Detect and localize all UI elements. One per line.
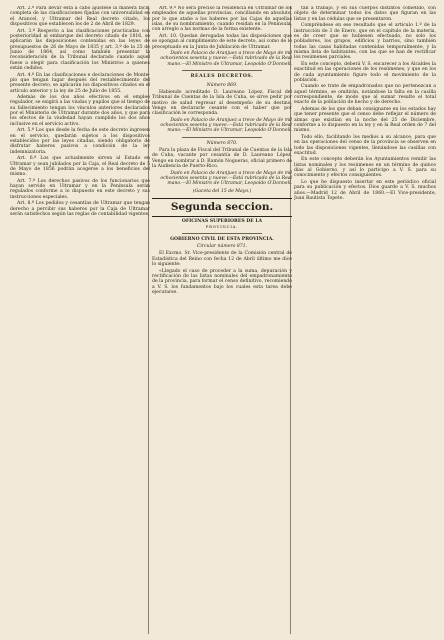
paragraph: Habiendo acreditado D. Laureano López, Fiscal del Tribunal de Cuentas de la Isla de Cuba, se sirve pedir por motivo de salud regresar al desempeño de su destino, Vengo en declararle cesante con el haber que por clasificación le corresponda. [152, 89, 292, 117]
paragraph: «Llegado el caso de proceder a la suma, depuración y rectificación de las listas nominales del empadronamiento de la provincia, para formar el censo definitivo, recomiendo a V. S. los fundamentos bajo los cuales esta tarea debe ejecutarse. [152, 268, 292, 296]
separator [182, 70, 262, 71]
signature-line: Dado en Palacio de Aranjuez a trece de Mayo de mil ochocientos sesenta y nueve.—Está rubricado de la Real mano.—El Ministro de Ultramar, Leopoldo O'Donnell. [160, 117, 292, 134]
paragraph: Art. 2.º Para llevar esta a cabo ajústese la manera fácil, completa de las clasificaciones fijadas con universalidad en el Arancel, y Ultramar del Real decreto citado, los dispositivos que establecen los de 2 de Abril de 1829. [10, 6, 150, 28]
paragraph: Para la plaza de Fiscal del Tribunal de Cuentas de la Isla de Cuba, vacante por cesantía de D. Laureano López, Vengo en nombrar a D. Ramón Nogueras, oficial primero de la Audiencia de Puerto-Rico. [152, 148, 292, 170]
paragraph: Compréndese en ese resultado que el artículo 1.º de la instrucción de 3 de Enero, que en el capítulo de la materia, es de creer que se hubiesen efectuado, no solo los pobladores, los grupos, edificios y barrios, sino también todas las casas habitadas contenidas temporalmente, y la misma lista de habitantes, con las que se han de rectificar los resúmenes parciales. [294, 23, 436, 61]
paragraph: Ademas de los que deban consignarse en los estados hay que tener presente que el censo debe reflejar el número de almas que existían en la noche del 25 de Diciembre, conforme a lo dispuesto en la ley y en la Real orden de 7 del mismo. [294, 106, 436, 134]
paragraph: En este concepto, deberá V. S. encarecer a los Alcaldes la exactitud en las operaciones de los resúmenes, y que en los de cada ayuntamiento figure todo el movimiento de la población. [294, 61, 436, 83]
offices-heading: OFICINAS SUPERIORES DE LA [181, 219, 263, 225]
paragraph: Art. 6.º Los que actualmente sirven al Estado en Ultramar y sean jubilados por la Caja, el Real decreto de 5 de Mayo de 1856 podrán acogerse a los beneficios del mismo. [10, 156, 150, 178]
paragraph: Art. 3.º Respecto a las clasificaciones practicadas con posterioridad al embarque del decreto citado de 1816, se aplicarán las disposiciones contenidas en las leyes de presupuestos de 26 de Mayo de 1835 y art. 3.º de la 25 de Junio de 1864, así como también presentar la reconsideración de la Tribunal declarado cuando aquel fuese a elegir para clasificación los Ministros a quienes están cedidos. [10, 28, 150, 71]
signature-line: Dado en Palacio de Aranjuez a trece de Mayo de mil ochocientos sesenta y nueve.—Está rubricado de la Real mano.—El Ministro de Ultramar, Leopoldo O'Donnell. [160, 51, 292, 67]
paragraph: En este concepto deberán los Ayuntamientos remitir las listas nominales y los resúmenes en un término de quince días al Gobierno, y así lo participo a V. S. para su conocimiento y efectos consiguientes. [294, 157, 436, 179]
paragraph: Lo que he dispuesto insertar en este periódico oficial para su publicación y efectos. Dios guarde a V. S. muchos años.—Madrid 12 de Abril de 1860.—El Vice-presidente, Juan Bautista Topete. [294, 179, 436, 201]
signature-line: Dado en Palacio de Aranjuez a trece de Mayo de mil ochocientos sesenta y nueve.—Está rubricado de la Real mano.—El Ministro de Ultramar, Leopoldo O'Donnell. [160, 170, 292, 187]
paragraph: Art. 4.º En las clasificaciones e declaraciones de Monte-pío que tengan lugar después del restablecimiento del presente decreto, se aplicarán los dispositivos citados en el artículo anterior y la ley de 25 de Julio de 1855. [10, 72, 150, 94]
government-heading: GOBIERNO CIVIL DE ESTA PROVINCIA. [170, 236, 274, 242]
paragraph: El Excmo. Sr. Vice-presidente de la Comisión central de Estadística del Reino con fecha 12 de Abril último me dice lo siguiente: [152, 251, 292, 268]
paragraph: Art. 7.º Los derechos pasivos de los funcionarios que hayan servido en Ultramar y en la Península serán regulados conforme a lo dispuesto en este decreto y sus instrucciones especiales. [10, 178, 150, 200]
paragraph: Art. 5.º Los que desde la fecha de este decreto ingresen en el servicio, quedarán sujetos a los dispositivos establecidos por las leyes citadas, siendo obligatorio de disfrutar haberes pasivos a condición de la ley indemnizatoria. [10, 128, 150, 155]
paragraph: Art. 10. Quedan derogadas todas las disposiciones que se opongan al cumplimiento de este decreto, así como de lo preceptuado en la Junta de Jubilación de Ultramar. [152, 33, 292, 50]
circular-number: Circular número 871. [196, 244, 248, 250]
paragraph: Art. 9.º No será preciso la residencia en Ultramar de los empleados de aquellas provincias, conciliando en absoluto, por lo que atañe a los haberes por las Cajas de aquellas islas, de su nombramiento, cuando residan en la Península, con arreglo a las normas de la forma existente. [152, 6, 292, 33]
section-heading-decrees: REALES DECRETOS. [190, 74, 254, 80]
section-title: Segunda seccion. [152, 198, 292, 217]
paragraph: tan a trabajo, y en sus cuerpos distintos cometido, con objeto de determinar todos los datos que figuran en las listas y en las cédulas que se presentaron. [294, 6, 436, 22]
paragraph: Todo ello, facilitando los medios a su alcance, para que en las operaciones del censo de la provincia se observen en todo las disposiciones vigentes, llenándose las casillas con exactitud. [294, 134, 436, 156]
separator [182, 137, 262, 138]
column-left [10, 6, 150, 636]
paragraph: Cuando se trate de empadronados que no pertenezcan a aquel término, se omitirán, notándose la falta en la casilla correspondiente, de modo que al sumar resulte el total exacto de la población de hecho y de derecho. [294, 84, 436, 106]
column-middle [152, 6, 292, 636]
paragraph: Además de los dos años efectivos en el empleo regulador, se exigirá a las viudas y pupilos que al tiempo de su fallecimiento tengan los vínculos anteriores declarados por el Ministerio de Ultramar durante dos años, y que para los efectos de la viudedad hayan cumplido los dos años inclusive en el servicio activo. [10, 95, 150, 127]
decree-number: Número 870. [206, 140, 238, 146]
separator [182, 233, 262, 234]
decree-number: Número 869. [206, 82, 238, 88]
gazette-reference: (Gaceta del 15 de Mayo.) [192, 188, 252, 194]
column-right [294, 6, 436, 636]
offices-subheading: PROVINCIA. [205, 224, 239, 230]
paragraph: Art. 8.º Los pedidos y cesantías de Ultramar que tengan derecho a percibir sus haberes por la Caja de Ultramar serán satisfechos según las reglas de contabilidad vigentes. [10, 201, 150, 218]
